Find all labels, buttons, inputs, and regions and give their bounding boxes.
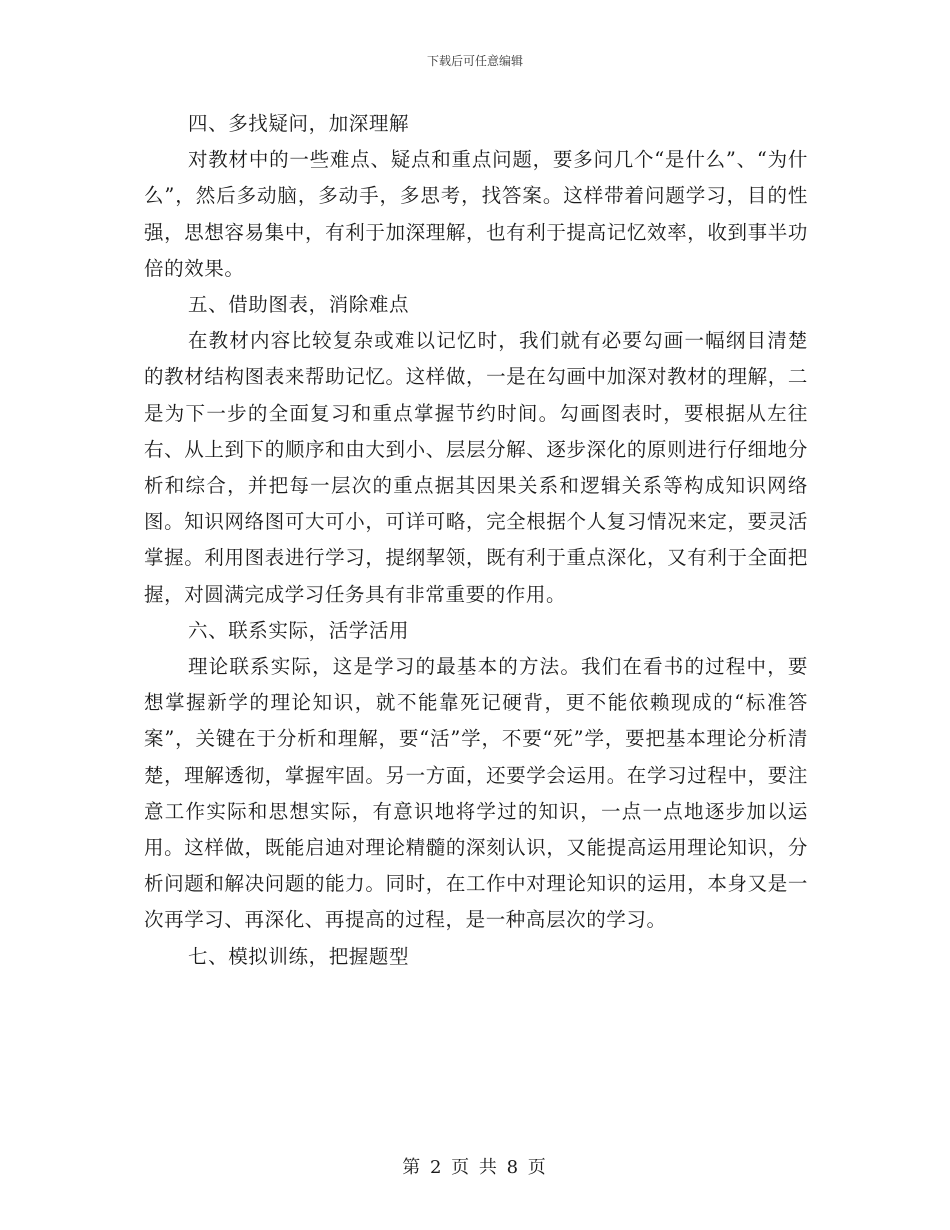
footer-total-pages: 8 xyxy=(506,1157,521,1178)
page-header-note: 下载后可任意编辑 xyxy=(426,54,523,68)
section-heading: 四、多找疑问，加深理解 xyxy=(188,112,410,135)
page-number-footer xyxy=(0,1153,950,1179)
section-5 xyxy=(144,287,808,613)
footer-suffix: 页 xyxy=(527,1157,548,1178)
section-7 xyxy=(144,939,808,975)
section-paragraph: 对教材中的一些难点、疑点和重点问题，要多问几个“是什么”、“为什么”，然后多动脑，多动手，多思考，找答案。这样带着问题学习，目的性强，思想容易集中，有利于加深理解，也有利于提高记忆效率，收到事半功倍的效果。 xyxy=(144,148,808,280)
document-body xyxy=(144,106,808,975)
section-heading: 五、借助图表，消除难点 xyxy=(188,293,410,317)
section-heading: 七、模拟训练，把握题型 xyxy=(188,944,410,968)
section-paragraph: 理论联系实际，这是学习的最基本的方法。我们在看书的过程中，要想掌握新学的理论知识，就不能靠死记硬背，更不能依赖现成的“标准答案”，关键在于分析和理解，要“活”学，不要“死”学，要把基本理论分析清楚，理解透彻，掌握牢固。另一方面，还要学会运用。在学习过程中，要注意工作实际和思想实际，有意识地将学过的知识，一点一点地逐步加以运用。这样做，既能启迪对理论精髓的深刻认识，又能提高运用理论知识，分析问题和解决问题的能力。同时，在工作中对理论知识的运用，本身又是一次再学习、再深化、再提高的过程，是一种高层次的学习。 xyxy=(144,655,808,932)
section-4 xyxy=(144,106,808,287)
footer-prefix: 第 xyxy=(402,1157,423,1178)
footer-current-page: 2 xyxy=(429,1157,444,1178)
section-paragraph: 在教材内容比较复杂或难以记忆时，我们就有必要勾画一幅纲目清楚的教材结构图表来帮助记忆。这样做，一是在勾画中加深对教材的理解，二是为下一步的全面复习和重点掌握节约时间。勾画图表时，要根据从左往右、从上到下的顺序和由大到小、层层分解、逐步深化的原则进行仔细地分析和综合，并把每一层次的重点据其因果关系和逻辑关系等构成知识网络图。知识网络图可大可小，可详可略，完全根据个人复习情况来定，要灵活掌握。利用图表进行学习，提纲挈领，既有利于重点深化，又有利于全面把握，对圆满完成学习任务具有非常重要的作用。 xyxy=(144,329,808,606)
section-heading: 六、联系实际，活学活用 xyxy=(188,618,410,642)
section-6 xyxy=(144,613,808,939)
footer-mid: 页 共 xyxy=(451,1157,499,1178)
